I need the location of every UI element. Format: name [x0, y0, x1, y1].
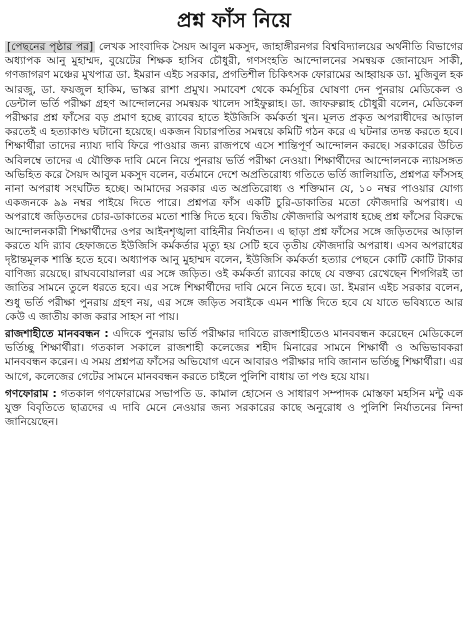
- rajshahi-subhead: রাজশাহীতে মানববন্ধন :: [5, 328, 109, 341]
- gonoforum-paragraph: [5, 387, 463, 430]
- article-lead-paragraph: [5, 40, 463, 324]
- gonoforum-subhead: গণফোরাম :: [5, 387, 57, 400]
- article-headline: প্রশ্ন ফাঁস নিয়ে: [176, 8, 292, 32]
- rajshahi-paragraph: [5, 327, 463, 384]
- gonoforum-paragraph-text: গতকাল গণফোরামের সভাপতি ড. কামাল হোসেন ও সাধারণ সম্পাদক মোস্তফা মহসিন মন্টু এক যুক্ত বিবৃতিতে ছাত্রদের এ দাবি মেনে নেওয়ার জন্য সরকারের কাছে অনুরোধ ও পুলিশি নির্যাতনের নিন্দা জানিয়েছেন।: [5, 387, 463, 429]
- continued-from-back-page-tag: [পেছনের পৃষ্ঠার পর]: [7, 41, 94, 53]
- lead-paragraph-text: লেখক সাংবাদিক সৈয়দ আবুল মকসুদ, জাহাঙ্গীরনগর বিশ্ববিদ্যালয়ের অর্থনীতি বিভাগের অধ্যাপক আনু মুহাম্মদ, বুয়েটের শিক্ষক হাসিব চৌধুরী, গণসংহতি আন্দোলনের সমন্বয়ক জোনায়েদ সাকী, গণজাগরণ মঞ্চের মুখপাত্র ডা. ইমরান এইচ সরকার, প্রগতিশীল চিকিৎসক ফোরামের আহ্বায়ক ডা. মুজিবুল হক আরজু, ডা. ফয়জুল হাকিম, ভাস্কর রাশা প্রমুখ। সমাবেশ থেকে কর্মসূচির ঘোষণা দেন পুনরায় মেডিকেল ও ডেন্টাল ভর্তি পরীক্ষা গ্রহণ আন্দোলনের সমন্বয়ক খালেদ সাইফুল্লাহ। ডা. জাফরুল্লাহ চৌধুরী বলেন, মেডিকেল পরীক্ষার প্রশ্ন ফাঁসের বড় প্রমাণ হচ্ছে র‍্যাবের হাতে ইউজিসি কর্মকর্তা খুন। মূলত প্রকৃত অপরাধীদের আড়াল করতেই এ হত্যাকাণ্ড ঘটানো হয়েছে। একজন বিচারপতির সমন্বয়ে কমিটি গঠন করে এ ঘটনার তদন্ত করতে হবে। শিক্ষার্থীরা তাদের ন্যায্য দাবি ফিরে পাওয়ার জন্য রাজপথে এসে শান্তিপূর্ণ আন্দোলন করছে। সরকারের উচিত অবিলম্বে তাদের এ যৌক্তিক দাবি মেনে নিয়ে পুনরায় ভর্তি পরীক্ষা নেওয়া। শিক্ষার্থীদের আন্দোলনকে ন্যায়সঙ্গত অভিহিত করে সৈয়দ আবুল মকসুদ বলেন, বর্তমানে দেশে অপ্রতিরোধ্য গতিতে ভর্তি জালিয়াতি, প্রশ্নপত্র ফাঁসসহ নানা অপরাধ সংঘটিত হচ্ছে। আমাদের সরকার এত অপ্রতিরোধ্য ও শক্তিমান যে, ১০ নম্বর পাওয়ার যোগ্য একজনকে ৯৯ নম্বর পাইয়ে দিতে পারে। প্রশ্নপত্র ফাঁস একটি চুরি-ডাকাতির মতো ফৌজদারি অপরাধ। এ অপরাধে জড়িতদের চোর-ডাকাতের মতো শাস্তি দিতে হবে। দ্বিতীয় ফৌজদারি অপরাধ হচ্ছে প্রশ্ন ফাঁসের বিরুদ্ধে আন্দোলনকারী শিক্ষার্থীদের ওপর আইনশৃঙ্খলা বাহিনীর নির্যাতন। এ ছাড়া প্রশ্ন ফাঁসের সঙ্গে জড়িতদের আড়াল করতে যদি র‍্যাব হেফাজতে ইউজিসি কর্মকর্তার মৃত্যু হয় সেটি হবে তৃতীয় ফৌজদারি অপরাধ। এসব অপরাধের দৃষ্টান্তমূলক শাস্তি হতে হবে। অধ্যাপক আনু মুহাম্মদ বলেন, ইউজিসি কর্মকর্তা হত্যার পেছনে কোটি কোটি টাকার বাণিজ্য রয়েছে। রাঘববোয়ালরা এর সঙ্গে জড়িত। ওই কর্মকর্তা র‍্যাবের কাছে যে বক্তব্য রেখেছেন শিগগিরই তা জাতির সামনে তুলে ধরতে হবে। এর সঙ্গে শিক্ষার্থীদের দাবি মেনে নিতে হবে। ডা. ইমরান এইচ সরকার বলেন, শুধু ভর্তি পরীক্ষা পুনরায় গ্রহণ নয়, এর সঙ্গে জড়িত সবাইকে এমন শাস্তি দিতে হবে যে যাতে ভবিষ্যতে আর কেউ এ জাতীয় কাজ করার সাহস না পায়।: [5, 41, 463, 323]
- rajshahi-paragraph-text: এদিকে পুনরায় ভর্তি পরীক্ষার দাবিতে রাজশাহীতেও মানববন্ধন করেছেন মেডিকেলে ভর্তিচ্ছু শিক্ষার্থীরা। গতকাল সকালে রাজশাহী কলেজের শহীদ মিনারের সামনে শিক্ষার্থী ও অভিভাবকরা মানববন্ধন করেন। এ সময় প্রশ্নপত্র ফাঁসের অভিযোগ এনে আবারও পরীক্ষার দাবি জানান ভর্তিচ্ছু শিক্ষার্থীরা। এর আগে, কলেজের গেটের সামনে মানববন্ধন করতে চাইলে পুলিশি বাধায় তা পণ্ড হয়ে যায়।: [5, 328, 463, 383]
